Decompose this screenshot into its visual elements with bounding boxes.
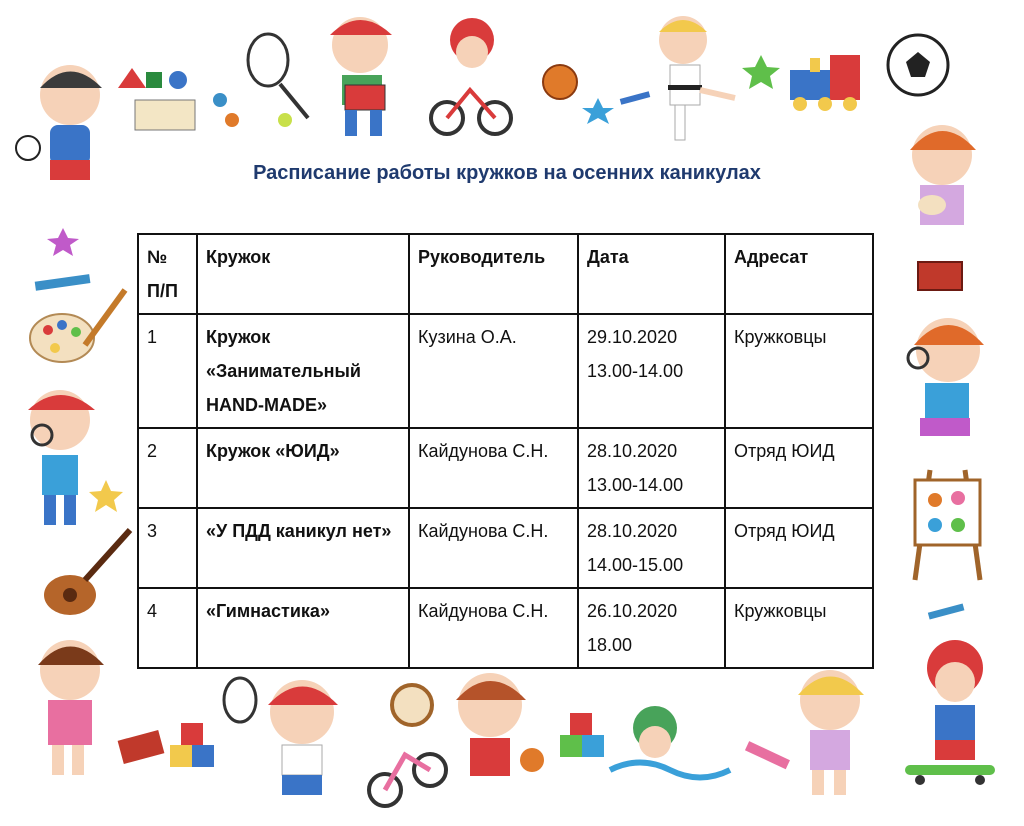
club-audience: Кружковцы	[725, 314, 873, 428]
club-audience: Кружковцы	[725, 588, 873, 668]
easel-painting-icon	[915, 470, 980, 580]
header-leader: Руководитель	[409, 234, 578, 314]
star-icon	[89, 480, 123, 512]
toy-train-icon	[790, 55, 860, 111]
row-number: 1	[138, 314, 197, 428]
shapes-toys-icon	[118, 68, 195, 130]
table-row	[138, 428, 873, 508]
book-icon	[118, 730, 165, 764]
club-leader: Кайдунова С.Н.	[409, 428, 578, 508]
pencil-icon	[35, 274, 91, 291]
toy-blocks-icon	[170, 723, 214, 767]
table-header-row	[138, 234, 873, 314]
toy-blocks-icon	[560, 713, 604, 757]
header-number: № П/П	[138, 234, 197, 314]
row-number: 2	[138, 428, 197, 508]
swimmer-kid-icon	[610, 706, 730, 778]
table-row	[138, 314, 873, 428]
star-icon	[582, 98, 614, 124]
bicycle-icon	[369, 754, 446, 806]
club-leader: Кайдунова С.Н.	[409, 588, 578, 668]
pencil-icon	[928, 603, 965, 619]
maracas-icon	[213, 93, 239, 127]
paint-palette-icon	[30, 290, 125, 362]
header-date: Дата	[578, 234, 725, 314]
soccer-ball-icon	[888, 35, 948, 95]
pencil-icon	[620, 91, 651, 105]
tennis-kid-icon	[224, 678, 338, 795]
table-row	[138, 588, 873, 668]
club-leader: Кайдунова С.Н.	[409, 508, 578, 588]
star-icon	[742, 55, 780, 89]
header-club: Кружок	[197, 234, 409, 314]
club-name: Кружок «Занимательный HAND-MADE»	[197, 314, 409, 428]
detective-kid-icon	[28, 390, 95, 525]
club-name: «У ПДД каникул нет»	[197, 508, 409, 588]
club-leader: Кузина О.А.	[409, 314, 578, 428]
club-date: 28.10.2020 13.00-14.00	[578, 428, 725, 508]
club-audience: Отряд ЮИД	[725, 428, 873, 508]
header-audience: Адресат	[725, 234, 873, 314]
row-number: 4	[138, 588, 197, 668]
singer-girl-icon	[798, 670, 864, 795]
basketball-kid-icon	[456, 673, 544, 776]
guitar-icon	[44, 530, 130, 615]
club-date: 28.10.2020 14.00-15.00	[578, 508, 725, 588]
book-icon	[918, 262, 962, 290]
skateboard-kid-icon	[905, 640, 995, 785]
basketball-icon	[543, 65, 577, 99]
club-audience: Отряд ЮИД	[725, 508, 873, 588]
tennis-racket-icon	[248, 34, 308, 127]
row-number: 3	[138, 508, 197, 588]
magnifier-girl-icon	[908, 318, 984, 436]
club-name: Кружок «ЮИД»	[197, 428, 409, 508]
tambourine-icon	[392, 685, 432, 725]
drummer-kid-icon	[330, 17, 392, 136]
crayon-icon	[745, 741, 790, 769]
schedule-table	[137, 233, 874, 669]
singing-girl-icon	[38, 640, 104, 775]
club-name: «Гимнастика»	[197, 588, 409, 668]
table-row	[138, 508, 873, 588]
page-title: Расписание работы кружков на осенних каникулах	[253, 162, 761, 184]
bike-kid-icon	[431, 18, 511, 134]
star-icon	[47, 228, 79, 256]
club-date: 29.10.2020 13.00-14.00	[578, 314, 725, 428]
club-date: 26.10.2020 18.00	[578, 588, 725, 668]
karate-kid-icon	[659, 16, 735, 140]
